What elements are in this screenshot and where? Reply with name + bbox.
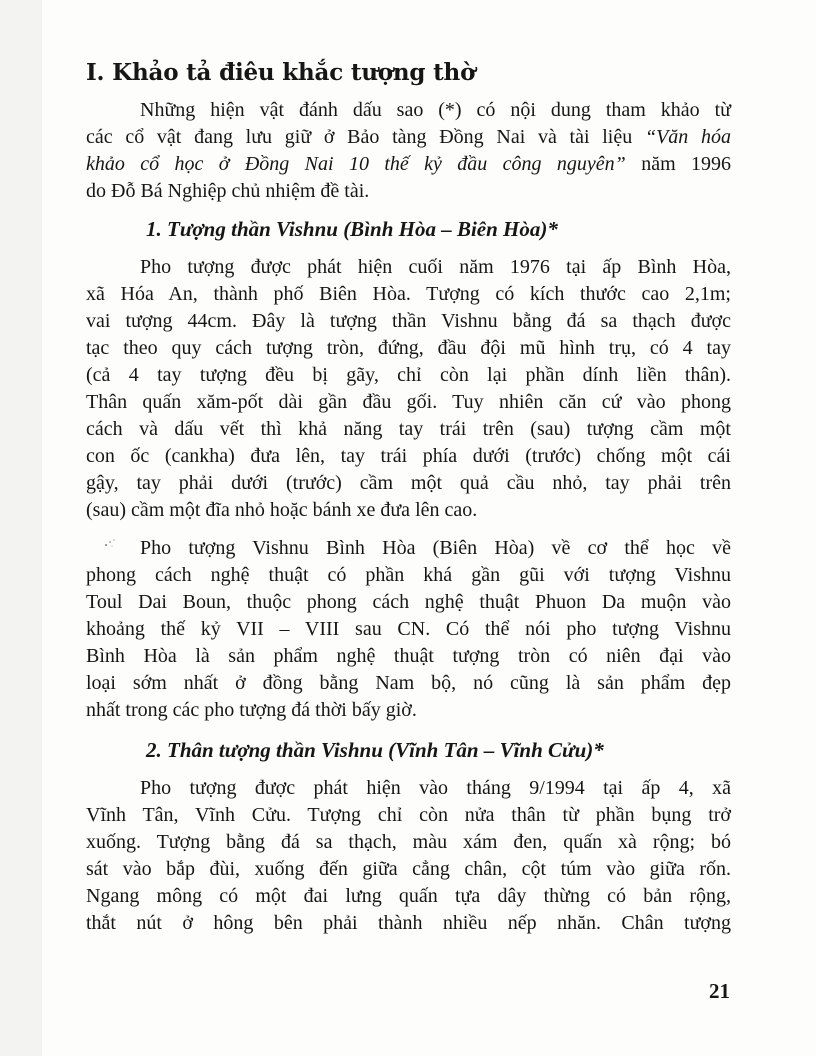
item-1-paragraph-2 [86, 535, 731, 724]
paragraph-line: Ngang mông có một đai lưng quấn tựa dây thừng có bản rộng, [86, 885, 731, 907]
item-1-heading: 1. Tượng thần Vishnu (Bình Hòa – Biên Hòa)* [146, 217, 558, 241]
paragraph-line: con ốc (cankha) đưa lên, tay trái phía dưới (trước) chống một cái [86, 445, 731, 467]
page-edge-shadow [0, 0, 42, 1056]
paragraph-line: vai tượng 44cm. Đây là tượng thần Vishnu bằng đá sa thạch được [86, 310, 731, 332]
cited-title: khảo cổ học ở Đồng Nai 10 thế kỷ đầu công nguyên [86, 153, 615, 175]
paragraph-line: Vĩnh Tân, Vĩnh Cửu. Tượng chỉ còn nửa thân từ phần bụng trở [86, 804, 731, 826]
paragraph-line: loại sớm nhất ở đồng bằng Nam bộ, nó cũng là sản phẩm đẹp [86, 672, 731, 694]
item-2-heading: 2. Thân tượng thần Vishnu (Vĩnh Tân – Vĩnh Cửu)* [146, 738, 604, 762]
intro-paragraph [86, 97, 731, 205]
intro-line: do Đỗ Bá Nghiệp chủ nhiệm đề tài. [86, 180, 370, 202]
item-2-paragraph-1 [86, 775, 731, 937]
paragraph-line: sát vào bắp đùi, xuống đến giữa cẳng chân, cột túm vào giữa rốn. [86, 858, 731, 880]
paragraph-line: (cả 4 tay tượng đều bị gãy, chỉ còn lại phần dính liền thân). [86, 364, 731, 386]
section-title: I. Khảo tả điêu khắc tượng thờ [86, 59, 476, 86]
intro-line: Những hiện vật đánh dấu sao (*) có nội dung tham khảo từ [140, 99, 731, 121]
paragraph-line: Bình Hòa là sản phẩm nghệ thuật tượng tròn có niên đại vào [86, 645, 731, 667]
paragraph-line: Toul Dai Boun, thuộc phong cách nghệ thuật Phuon Da muộn vào [86, 591, 731, 613]
intro-line: các cổ vật đang lưu giữ ở Bảo tàng Đồng Nai và tài liệu “Văn hóa [86, 126, 732, 148]
paragraph-line: phong cách nghệ thuật có phần khá gần gũi với tượng Vishnu [86, 564, 731, 586]
paragraph-line: thắt nút ở hông bên phải thành nhiều nếp nhăn. Chân tượng [86, 912, 731, 934]
paragraph-line: xã Hóa An, thành phố Biên Hòa. Tượng có kích thước cao 2,1m; [86, 283, 731, 305]
paragraph-line: nhất trong các pho tượng đá thời bấy giờ. [86, 699, 417, 721]
paragraph-line: Pho tượng được phát hiện cuối năm 1976 tại ấp Bình Hòa, [140, 256, 731, 278]
paragraph-line: cách và dấu vết thì khả năng tay trái trên (sau) tượng cầm một [86, 418, 731, 440]
cited-title: “Văn hóa [644, 126, 732, 148]
paragraph-line: Pho tượng được phát hiện vào tháng 9/1994 tại ấp 4, xã [140, 777, 731, 799]
paragraph-line: gậy, tay phải dưới (trước) cầm một quả cầu nhỏ, tay phải trên [86, 472, 731, 494]
paragraph-line: Thân quấn xăm-pốt dài gần đầu gối. Tuy nhiên căn cứ vào phong [86, 391, 731, 413]
page-number: 21 [709, 979, 730, 1003]
page-content [86, 58, 731, 937]
item-1-paragraph-1 [86, 254, 731, 524]
paragraph-line: tạc theo quy cách tượng tròn, đứng, đầu đội mũ hình trụ, có 4 tay [86, 337, 731, 359]
paragraph-line: Pho tượng Vishnu Bình Hòa (Biên Hòa) về cơ thể học về [140, 537, 731, 559]
paragraph-line: (sau) cầm một đĩa nhỏ hoặc bánh xe đưa lên cao. [86, 499, 478, 521]
intro-line: khảo cổ học ở Đồng Nai 10 thế kỷ đầu công nguyên” năm 1996 [86, 153, 732, 175]
scan-speck-mark [104, 538, 118, 548]
paragraph-line: khoảng thế kỷ VII – VIII sau CN. Có thể nói pho tượng Vishnu [86, 618, 731, 640]
paragraph-line: xuống. Tượng bằng đá sa thạch, màu xám đen, quấn xà rộng; bó [86, 831, 731, 853]
